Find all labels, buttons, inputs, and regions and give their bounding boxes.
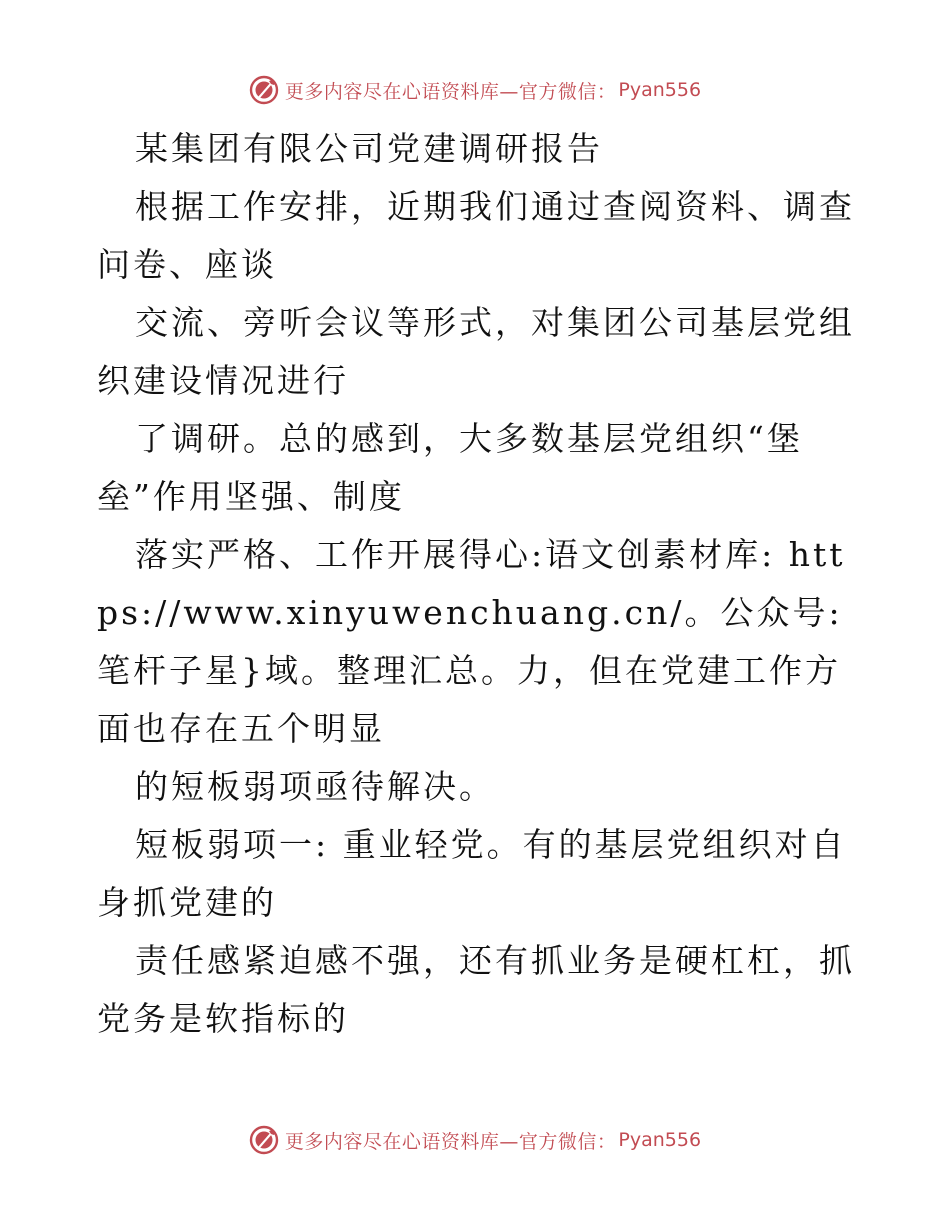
watermark-contact: Pyan556 <box>618 79 702 101</box>
paragraph-6: 短板弱项一: 重业轻党。有的基层党组织对自身抓党建的 <box>97 825 847 922</box>
quill-seal-logo-icon <box>249 1125 279 1155</box>
paragraph-7: 责任感紧迫感不强，还有抓业务是硬杠杠，抓党务是软指标的 <box>97 941 855 1038</box>
paragraph-1: 根据工作安排，近期我们通过查阅资料、调查问卷、座谈 <box>97 187 855 284</box>
watermark-contact: Pyan556 <box>618 1129 702 1151</box>
paragraph-2: 交流、旁听会议等形式，对集团公司基层党组织建设情况进行 <box>97 303 855 400</box>
paragraph-3: 了调研。总的感到，大多数基层党组织“堡垒”作用坚强、制度 <box>97 419 803 516</box>
watermark-text: 更多内容尽在心语资料库—官方微信： <box>284 80 617 103</box>
watermark-text: 更多内容尽在心语资料库—官方微信： <box>284 1130 617 1153</box>
document-body <box>97 120 857 1048</box>
paragraph-5: 的短板弱项亟待解决。 <box>135 767 495 806</box>
document-title: 某集团有限公司党建调研报告 <box>135 129 603 168</box>
quill-seal-logo-icon <box>249 75 279 105</box>
header-watermark <box>0 70 950 110</box>
footer-watermark <box>0 1120 950 1160</box>
paragraph-4: 落实严格、工作开展得心:语文创素材库: https://www.xinyuwenchuang.cn/。公众号: 笔杆子星}域。整理汇总。力，但在党建工作方面也存在五个明显 <box>97 535 846 748</box>
